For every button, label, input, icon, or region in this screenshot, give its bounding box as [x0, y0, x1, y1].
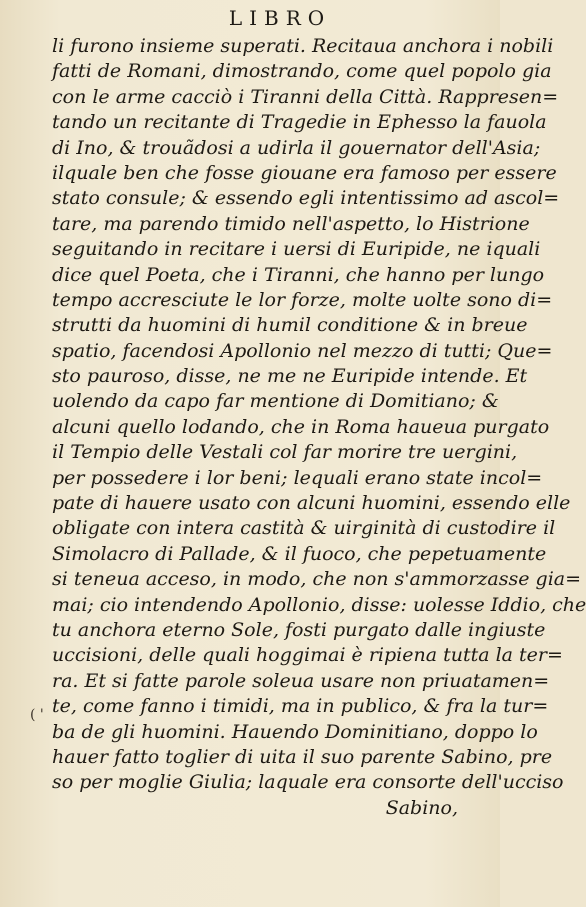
text-line: strutti da huomini di humil conditione & in breue: [52, 314, 528, 337]
text-line: li furono insieme superati. Recitaua anchora i nobili: [52, 35, 554, 57]
text-line: uolendo da capo far mentione di Domitiano; &: [52, 390, 499, 413]
text-line: so per moglie Giulia; laquale era consorte dell'ucciso: [52, 771, 564, 794]
text-line: pate di hauere usato con alcuni huomini, essendo elle: [52, 492, 571, 515]
text-line: il Tempio delle Vestali col far morire tre uergini,: [52, 441, 518, 464]
text-line: spatio, facendosi Apollonio nel mezzo di tutti; Que=: [52, 339, 553, 362]
text-line: seguitando in recitare i uersi di Euripide, ne iquali: [52, 238, 541, 261]
text-line: ba de gli huomini. Hauendo Dominitiano, doppo lo: [52, 720, 538, 743]
text-line: ra. Et si fatte parole soleua usare non priuatamen=: [52, 669, 550, 692]
text-line: tempo accresciute le lor forze, molte uolte sono di=: [52, 288, 553, 311]
text-line: sto paurosо, disse, ne me ne Euripide intende. Et: [52, 365, 528, 388]
text-line: con le arme cacciò i Tiranni della Città. Rappresen=: [52, 85, 559, 108]
text-line: Simolacro di Pallade, & il fuoco, che pepetuamente: [52, 542, 547, 565]
text-line: hauer fatto toglier di uita il suo parente Sabino, pre: [52, 745, 553, 768]
text-line: di Ino, & trouãdosi a udirla il gouernator dell'Asia;: [52, 136, 541, 159]
text-line: uccisioni, delle quali hoggimai è ripiena tutta la ter=: [52, 644, 563, 667]
body-text: [52, 34, 586, 821]
text-line: mai; cio intendendo Apollonio, disse: uolesse Iddio, che: [52, 593, 586, 616]
running-head: LIBRO: [228, 6, 332, 30]
text-line: ilquale ben che fosse giouane era famoso per essere: [52, 161, 557, 184]
text-line: tu anchora eterno Sole, fosti purgato dalle ingiuste: [52, 618, 546, 641]
text-line: dice quel Poeta, che i Tiranni, che hanno per lungo: [52, 263, 545, 286]
text-line: si teneua acceso, in modo, che non s'ammorzasse gia=: [52, 568, 582, 591]
text-line: per possedere i lor beni; lequali erano state incol=: [52, 466, 543, 489]
text-line: obligate con intera castità & uirginità di custodire il: [52, 517, 556, 540]
text-line: alcuni quello lodando, che in Roma haueua purgato: [52, 415, 550, 438]
margin-mark: ( ': [30, 707, 44, 723]
text-line: fatti de Romani, dimostrando, come quel popolo gia: [52, 60, 552, 83]
text-line: te, come fanno i timidi, ma in publico, & fra la tur=: [52, 695, 549, 718]
text-line: tare, ma parendo timido nell'aspetto, lo Histrione: [52, 212, 530, 235]
catchword: Sabino,: [385, 796, 458, 819]
text-line: stato consule; & essendo egli intentissimo ad ascol=: [52, 187, 560, 210]
text-line: tando un recitante di Tragedie in Ephesso la fauola: [52, 111, 547, 134]
